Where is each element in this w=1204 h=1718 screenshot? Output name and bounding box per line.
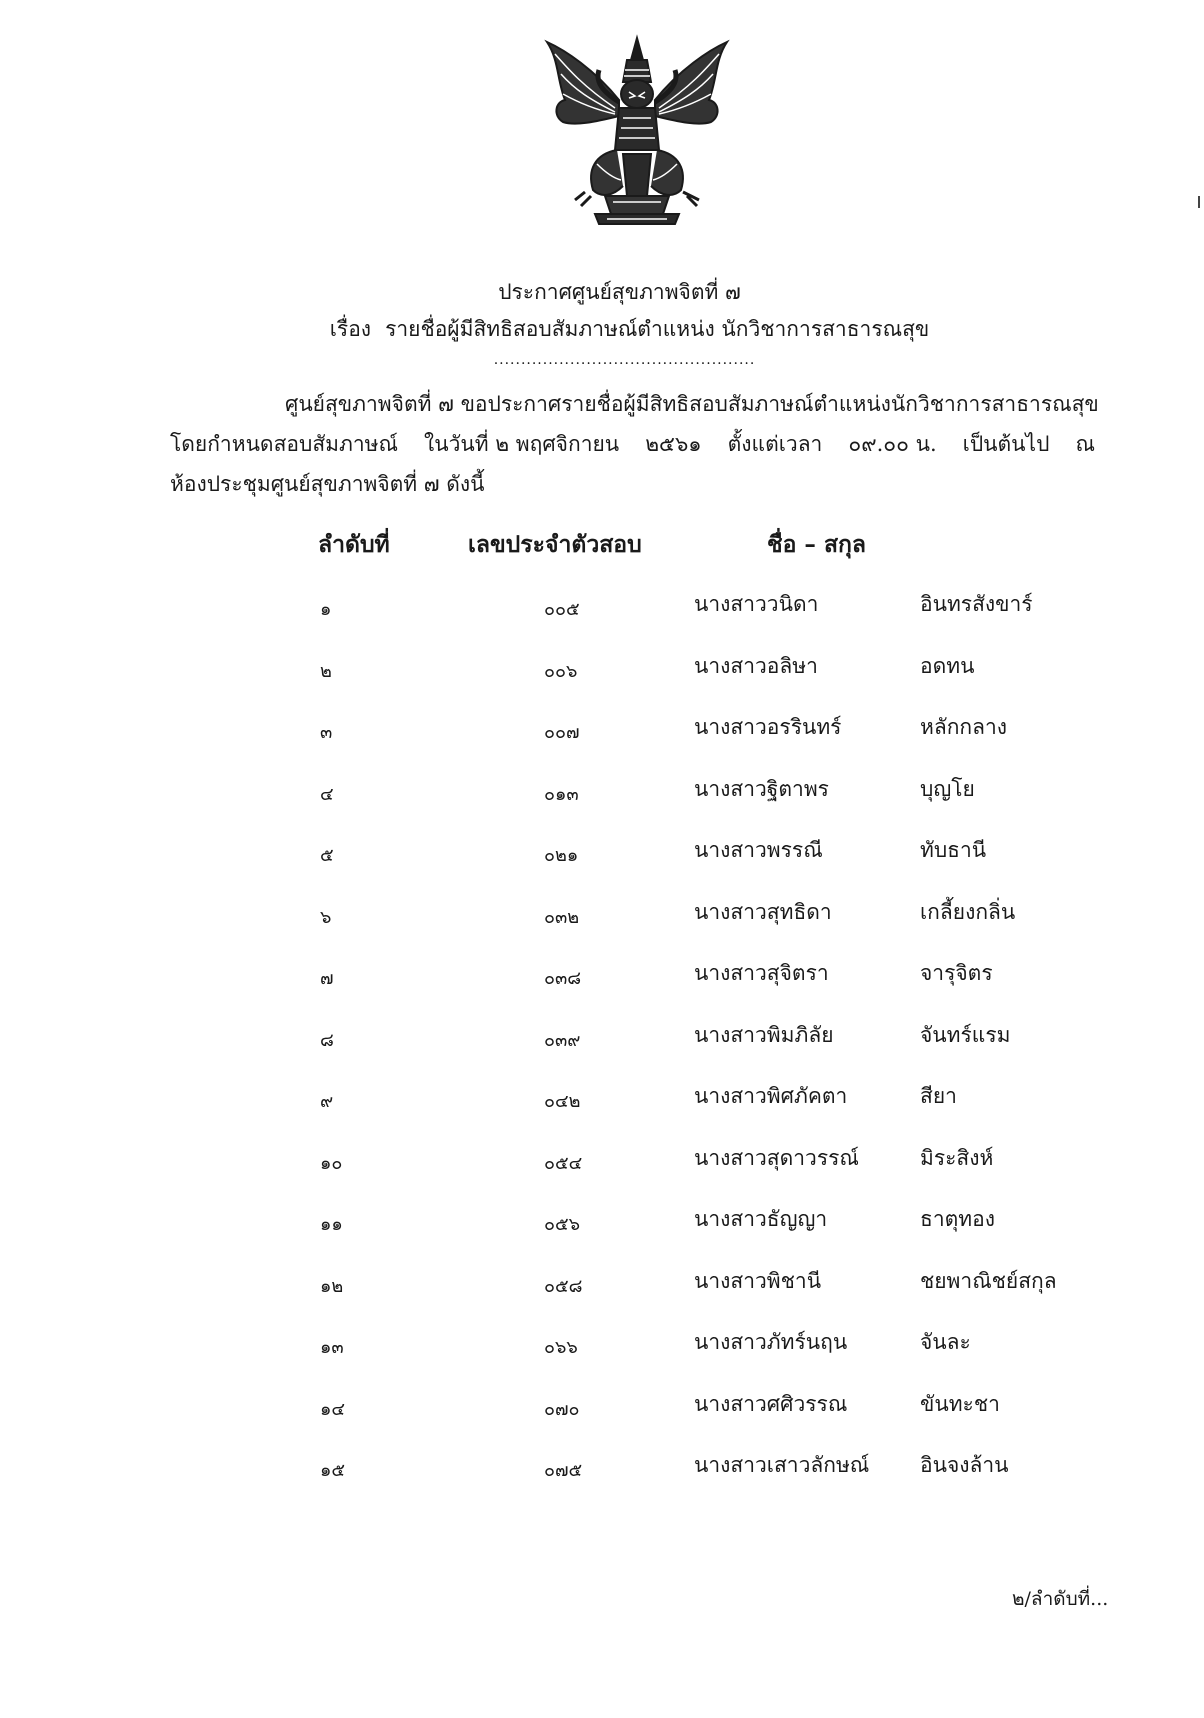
separator-line: ................................................	[493, 352, 756, 368]
row-first-name: นางสาวพิมภิลัย	[694, 1023, 834, 1047]
row-last-name: หลักกลาง	[920, 715, 1008, 739]
body-line-2-part: ในวันที่ ๒ พฤศจิกายน	[424, 432, 620, 456]
subject-label: เรื่อง	[329, 317, 372, 341]
column-header-order: ลำดับที่	[318, 531, 390, 558]
body-line-2-part: ๐๙.๐๐ น.	[848, 432, 937, 456]
body-paragraph-line-3: ห้องประชุมศูนย์สุขภาพจิตที่ ๗ ดังนี้	[170, 472, 485, 496]
row-last-name: มิระสิงห์	[920, 1146, 994, 1170]
row-first-name: นางสาวอลิษา	[694, 654, 818, 678]
row-exam-id: ๐๓๒	[544, 907, 580, 928]
row-last-name: ชยพาณิชย์สกุล	[920, 1269, 1057, 1293]
subject-text: รายชื่อผู้มีสิทธิสอบสัมภาษณ์ตำแหน่ง นักวิชาการสาธารณสุข	[385, 317, 930, 341]
row-exam-id: ๐๐๖	[544, 661, 578, 682]
body-line-2-part: ๒๕๖๑	[645, 432, 702, 456]
row-order: ๑๔	[320, 1399, 346, 1420]
row-last-name: จันละ	[920, 1330, 971, 1354]
row-order: ๖	[320, 907, 332, 928]
table-row	[0, 959, 1204, 999]
row-exam-id: ๐๒๑	[544, 845, 579, 866]
row-order: ๔	[320, 784, 334, 805]
row-first-name: นางสาวสุทธิดา	[694, 900, 832, 924]
document-subject	[0, 315, 1204, 343]
row-last-name: อดทน	[920, 654, 975, 678]
row-order: ๒	[320, 661, 332, 682]
row-last-name: อินทรสังขาร์	[920, 592, 1033, 616]
scan-artifact	[1198, 196, 1200, 208]
row-exam-id: ๐๖๖	[544, 1337, 578, 1358]
row-order: ๑๑	[320, 1214, 343, 1235]
table-row	[0, 1451, 1204, 1491]
row-first-name: นางสาวภัทร์นฤน	[694, 1330, 848, 1354]
table-row	[0, 1328, 1204, 1368]
row-first-name: นางสาวฐิตาพร	[694, 777, 829, 801]
next-page-indicator: ๒/ลำดับที่...	[1012, 1588, 1109, 1610]
row-last-name: บุญโย	[920, 777, 975, 801]
table-row	[0, 590, 1204, 630]
row-order: ๑๐	[320, 1153, 343, 1174]
garuda-emblem-icon	[535, 30, 740, 230]
body-line-2-part: ตั้งแต่เวลา	[727, 432, 823, 456]
row-order: ๗	[320, 968, 334, 989]
row-exam-id: ๐๓๘	[544, 968, 582, 989]
table-row	[0, 898, 1204, 938]
table-row	[0, 1267, 1204, 1307]
row-first-name: นางสาวพรรณี	[694, 838, 823, 862]
row-order: ๑๕	[320, 1460, 346, 1481]
row-exam-id: ๐๗๐	[544, 1399, 580, 1420]
body-paragraph-line-1: ศูนย์สุขภาพจิตที่ ๗ ขอประกาศรายชื่อผู้มีสิทธิสอบสัมภาษณ์ตำแหน่งนักวิชาการสาธารณสุข	[285, 392, 1099, 416]
row-exam-id: ๐๕๔	[544, 1153, 583, 1174]
body-line-2-part: ณ	[1075, 432, 1095, 456]
column-header-name: ชื่อ – สกุล	[767, 531, 866, 558]
row-exam-id: ๐๐๕	[544, 599, 580, 620]
row-order: ๙	[320, 1091, 334, 1112]
body-line-2-part: โดยกำหนดสอบสัมภาษณ์	[170, 432, 398, 456]
row-exam-id: ๐๕๖	[544, 1214, 581, 1235]
row-order: ๓	[320, 722, 333, 743]
row-exam-id: ๐๕๘	[544, 1276, 583, 1297]
row-exam-id: ๐๔๒	[544, 1091, 581, 1112]
row-exam-id: ๐๑๓	[544, 784, 579, 805]
row-last-name: ทับธานี	[920, 838, 987, 862]
table-row	[0, 836, 1204, 876]
row-first-name: นางสาวสุดาวรรณ์	[694, 1146, 859, 1170]
row-last-name: ขันทะชา	[920, 1392, 1000, 1416]
row-order: ๘	[320, 1030, 334, 1051]
table-row	[0, 1082, 1204, 1122]
row-order: ๑๓	[320, 1337, 344, 1358]
row-first-name: นางสาวอรรินทร์	[694, 715, 842, 739]
row-first-name: นางสาวเสาวลักษณ์	[694, 1453, 870, 1477]
table-row	[0, 652, 1204, 692]
table-row	[0, 1021, 1204, 1061]
row-first-name: นางสาววนิดา	[694, 592, 819, 616]
document-title: ประกาศศูนย์สุขภาพจิตที่ ๗	[498, 280, 741, 304]
row-last-name: อินจงล้าน	[920, 1453, 1009, 1477]
table-row	[0, 1390, 1204, 1430]
body-line-2-part: เป็นต้นไป	[962, 432, 1050, 456]
row-order: ๕	[320, 845, 334, 866]
table-row	[0, 713, 1204, 753]
row-last-name: ธาตุทอง	[920, 1207, 995, 1231]
row-last-name: จันทร์แรม	[920, 1023, 1011, 1047]
row-last-name: จารุจิตร	[920, 961, 993, 985]
row-order: ๑๒	[320, 1276, 344, 1297]
row-first-name: นางสาวพิศภัคตา	[694, 1084, 848, 1108]
body-paragraph-line-2	[170, 430, 1095, 458]
row-first-name: นางสาวธัญญา	[694, 1207, 828, 1231]
row-last-name: เกลี้ยงกลิ่น	[920, 900, 1016, 924]
table-row	[0, 1144, 1204, 1184]
row-first-name: นางสาวศศิวรรณ	[694, 1392, 848, 1416]
row-exam-id: ๐๐๗	[544, 722, 580, 743]
row-first-name: นางสาวพิชานี	[694, 1269, 822, 1293]
table-row	[0, 775, 1204, 815]
row-order: ๑	[320, 599, 332, 620]
table-row	[0, 1205, 1204, 1245]
row-exam-id: ๐๗๕	[544, 1460, 583, 1481]
row-first-name: นางสาวสุจิตรา	[694, 961, 829, 985]
column-header-exam-id: เลขประจำตัวสอบ	[468, 531, 642, 558]
row-last-name: สียา	[920, 1084, 957, 1108]
row-exam-id: ๐๓๙	[544, 1030, 581, 1051]
